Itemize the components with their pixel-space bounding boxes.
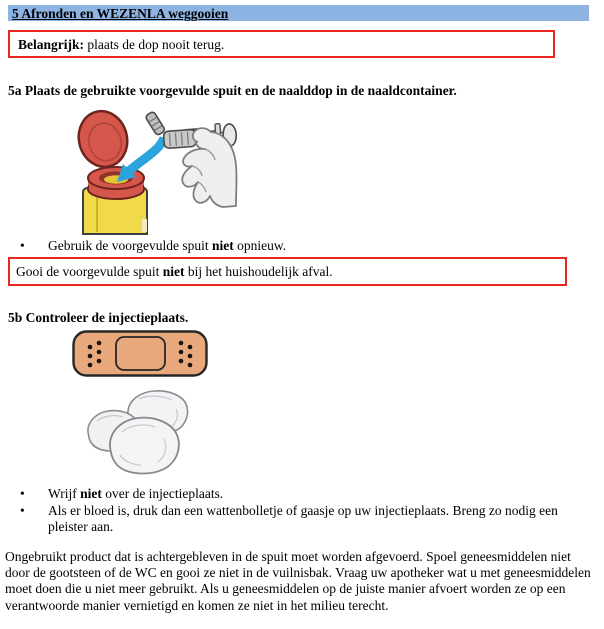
important-box <box>8 30 555 58</box>
important-box-label: Belangrijk: <box>18 37 84 52</box>
list-item-text: Wrijf niet over de injectieplaats. <box>48 486 224 501</box>
list-item-text: Als er bloed is, druk dan een wattenbolletje of gaasje op uw injectieplaats. Breng zo nodig een pleister aan. <box>48 503 558 534</box>
needle-cap-icon <box>145 111 166 136</box>
list-item-if-blood <box>3 503 593 535</box>
step-5b-heading: 5b Controleer de injectieplaats. <box>8 310 189 325</box>
list-item-text: Gebruik de voorgevulde spuit niet opnieuw. <box>48 238 287 253</box>
bullet-icon: • <box>20 486 25 501</box>
section-title: 5 Afronden en WEZENLA weggooien <box>12 6 229 21</box>
cotton-balls-illustration <box>84 387 194 482</box>
section-header-bar <box>8 5 589 21</box>
disposal-paragraph: Ongebruikt product dat is achtergebleven in de spuit moet worden afgevoerd. Spoel geneesmiddelen niet door de gootsteen of de WC en gooi ze niet in de vuilnisbak. Vraag uw apotheker wat u met geneesmiddelen moet doen die u niet meer gebruikt. Als u geneesmiddelen op de juiste manier afvoert worden ze op een verantwoorde manier vernietigd en komen ze niet in het milieu terecht. <box>5 549 591 613</box>
step-5a-heading: 5a Plaats de gebruikte voorgevulde spuit en de naalddop in de naaldcontainer. <box>8 83 457 98</box>
container-lid <box>73 106 133 172</box>
important-box-text: plaats de dop nooit terug. <box>84 37 225 52</box>
bandage-illustration <box>72 330 208 377</box>
sharps-container-illustration <box>60 102 300 236</box>
bullet-icon: • <box>20 238 25 253</box>
warning-box <box>8 257 567 286</box>
list-item-do-not-reuse <box>3 238 593 254</box>
list-item-do-not-rub <box>3 486 593 502</box>
container-label-tag <box>142 219 147 232</box>
adhesive-bandage-icon <box>74 332 207 376</box>
container-rim <box>88 167 144 199</box>
cotton-ball-front <box>110 418 179 474</box>
bullet-icon: • <box>20 503 25 518</box>
warning-box-text: Gooi de voorgevulde spuit niet bij het huishoudelijk afval. <box>16 264 333 279</box>
